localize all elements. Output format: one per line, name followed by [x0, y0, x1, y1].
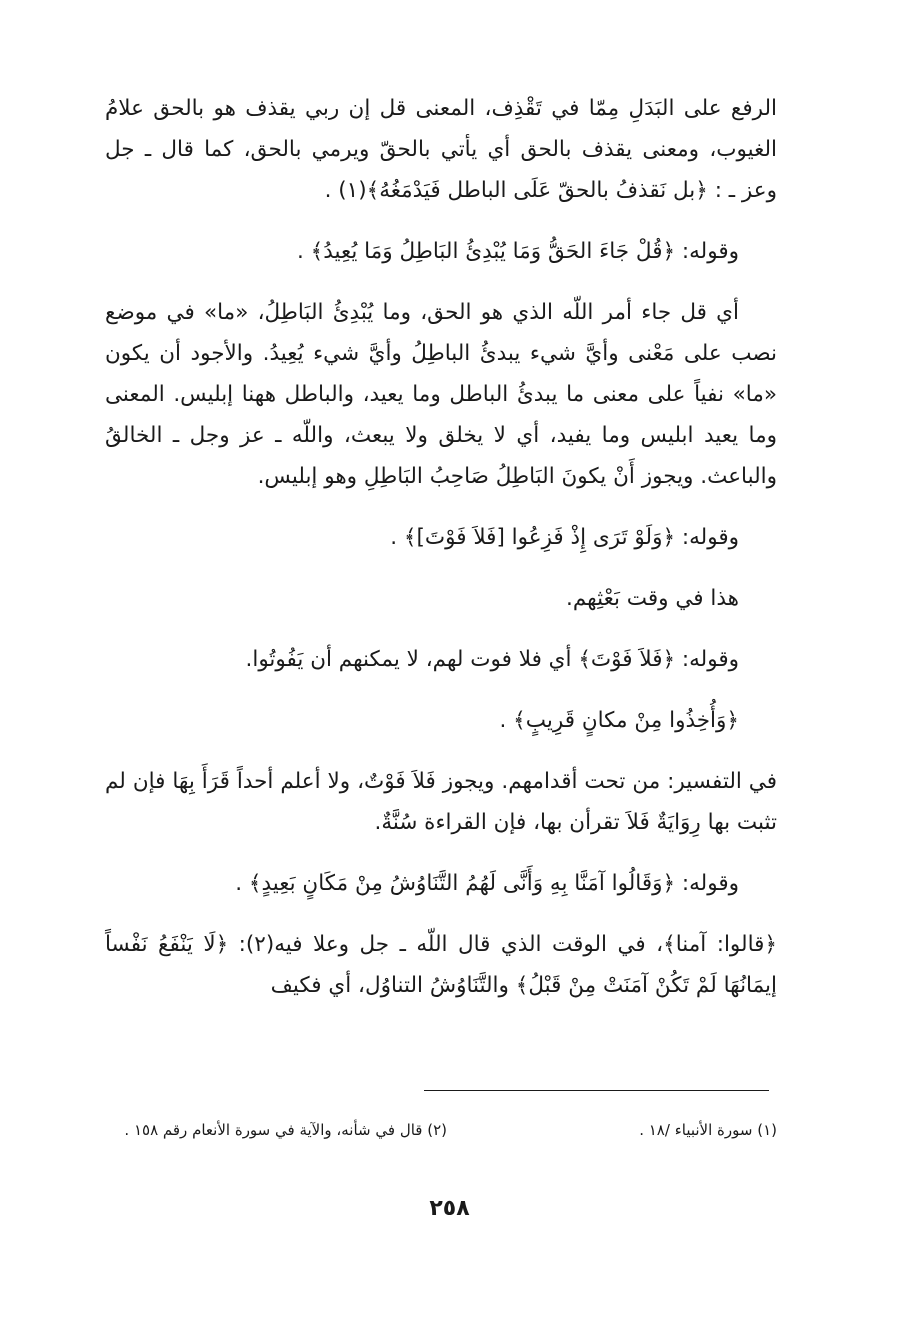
footnote-divider	[424, 1090, 769, 1091]
main-text	[105, 88, 777, 1006]
paragraph-quote-verse: ﴿وَأُخِذُوا مِنْ مكانٍ قَرِيبٍ﴾ .	[499, 708, 739, 733]
page-number: ٢٥٨	[429, 1196, 470, 1221]
paragraph-quote-verse: وقوله: ﴿وَقَالُوا آمَنَّا بِهِ وَأَنَّى لَهُمُ التَّنَاوُشُ مِنْ مَكَانٍ بَعِيدٍ﴾ .	[235, 871, 739, 896]
paragraph-explanation: هذا في وقت بَعْثِهم.	[566, 586, 739, 611]
paragraph-quote-verse: وقوله: ﴿فَلاَ فَوْتَ﴾ أي فلا فوت لهم، لا يمكنهم أن يَفُوتُوا.	[245, 647, 739, 672]
paragraph-quote-verse: وقوله: ﴿قُلْ جَاءَ الحَقُّ وَمَا يُبْدِئُ البَاطِلُ وَمَا يُعِيدُ﴾ .	[296, 239, 739, 264]
paragraph-quote-verse: وقوله: ﴿وَلَوْ تَرَى إِذْ فَزِعُوا [فَلاَ فَوْتَ]﴾ .	[390, 525, 739, 550]
paragraph-explanation: ﴿قالوا: آمنا﴾، في الوقت الذي قال اللّه ـ جل وعلا فيه(٢): ﴿لَا يَنْفَعُ نَفْساً إيمَانُهَا لَمْ تَكُنْ آمَنَتْ مِنْ قَبْلُ﴾ والتَّنَاوُشُ التناوُل، أي فكيف	[105, 932, 778, 998]
paragraph-explanation: أي قل جاء أمر اللّه الذي هو الحق، وما يُبْدِئُ البَاطِلُ، «ما» في موضع نصب على مَعْنى وأيَّ شيء يبدئُ الباطِلُ وأيَّ شيء يُعِيدُ. والأجود أن يكون «ما» نفياً على معنى ما يبدئُ الباطل وما يعيد، والباطل ههنا إبليس. المعنى وما يعيد ابليس وما يفيد، أي لا يخلق ولا يبعث، واللّه ـ عز وجل ـ الخالقُ والباعث. ويجوز أَنْ يكونَ البَاطِلُ صَاحِبُ البَاطِلِ وهو إبليس.	[105, 300, 777, 489]
paragraph-explanation: في التفسير: من تحت أقدامهم. ويجوز فَلاَ فَوْتٌ، ولا أعلم أحداً قَرَأَ بِهَا فإن لم تثبت بها رِوَايَةٌ فَلاَ تقرأن بها، فإن القراءة سُنَّةٌ.	[105, 769, 777, 835]
footnote-2: (٢) قال في شأنه، والآية في سورة الأنعام رقم ١٥٨ .	[124, 1121, 447, 1139]
footnote-1: (١) سورة الأنبياء /١٨ .	[639, 1121, 777, 1139]
paragraph-continuation: الرفع على البَدَلِ مِمّا في تَقْذِف، المعنى قل إن ربي يقذف هو بالحق علامُ الغيوب، ومعنى يقذف بالحق أي يأتي بالحقّ ويرمي بالحق، كما قال ـ جل وعز ـ : ﴿بل نَقذفُ بالحقّ عَلَى الباطل فَيَدْمَغُهُ﴾(١) .	[105, 96, 777, 203]
